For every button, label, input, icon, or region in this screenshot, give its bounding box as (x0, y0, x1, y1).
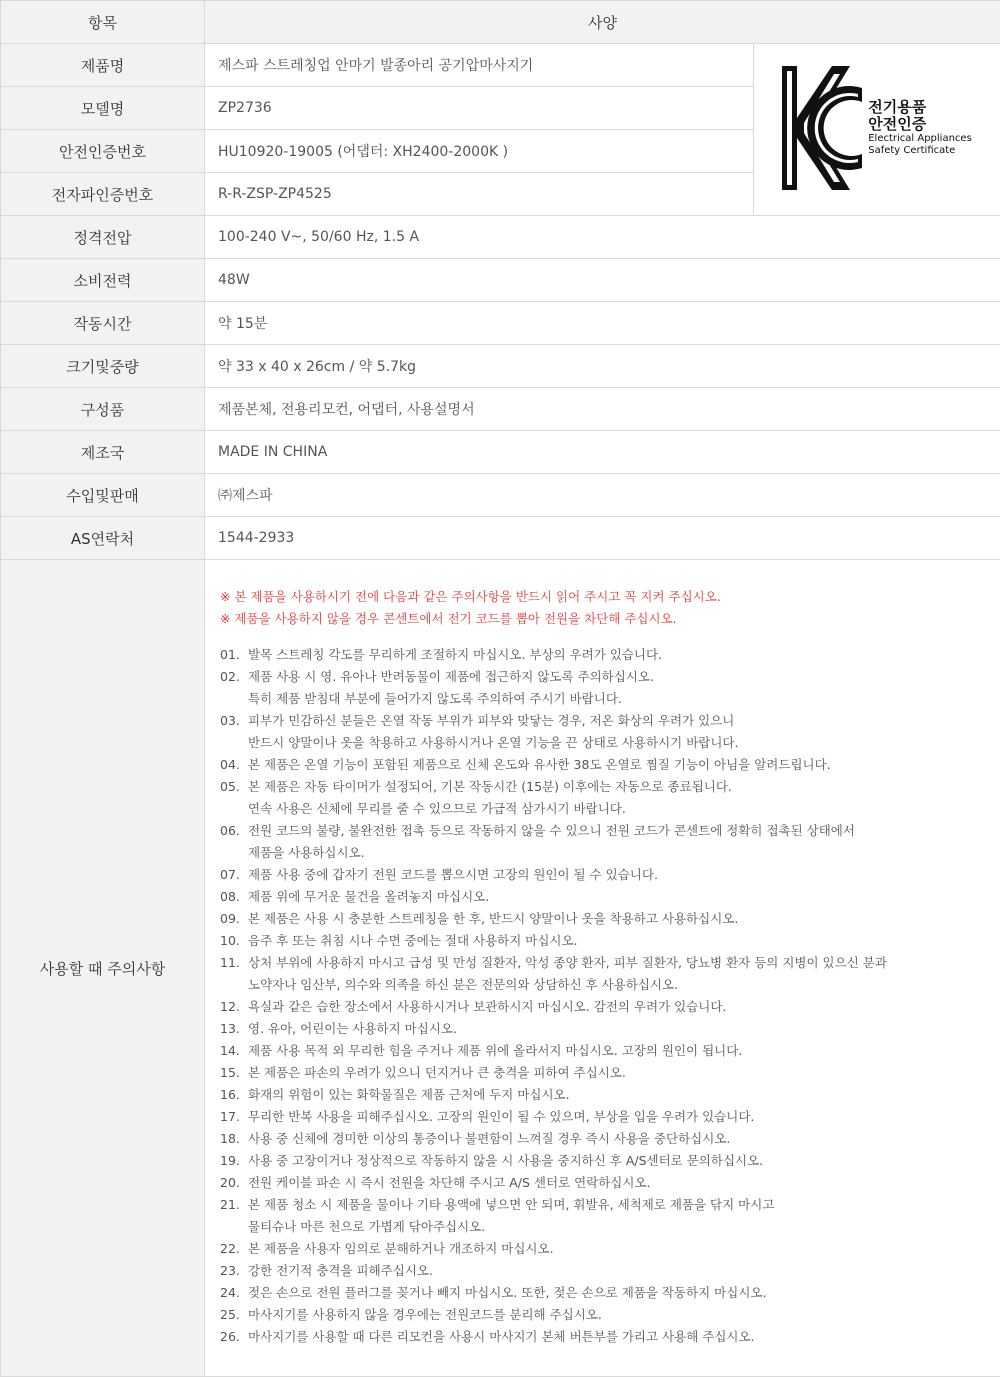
caution-item-line: 음주 후 또는 취침 시나 수면 중에는 절대 사용하지 마십시오. (248, 930, 1000, 952)
caution-item-number: 26. (220, 1326, 248, 1348)
caution-item (220, 1040, 1000, 1062)
caution-item-text (248, 1084, 1000, 1106)
row-value: 1544-2933 (205, 517, 1000, 560)
caution-item-number: 04. (220, 754, 248, 776)
caution-item (220, 1326, 1000, 1348)
caution-item-text (248, 908, 1000, 930)
caution-item (220, 1084, 1000, 1106)
caution-item-line: 노약자나 임산부, 의수와 의족을 하신 분은 전문의와 상담하신 후 사용하십시오. (248, 974, 1000, 996)
caution-item (220, 1304, 1000, 1326)
caution-item-line: 전원 코드의 불량, 불완전한 접촉 등으로 작동하지 않을 수 있으니 전원 코드가 콘센트에 정확히 접촉된 상태에서 (248, 820, 1000, 842)
caution-item-line: 강한 전기적 충격을 피해주십시오. (248, 1260, 1000, 1282)
caution-item (220, 754, 1000, 776)
row-label: 작동시간 (1, 302, 205, 345)
row-label: 구성품 (1, 388, 205, 431)
caution-item-number: 23. (220, 1260, 248, 1282)
caution-item-line: 제품 사용 중에 갑자기 전원 코드를 뽑으시면 고장의 원인이 될 수 있습니다. (248, 864, 1000, 886)
caution-item-text (248, 1260, 1000, 1282)
caution-item-line: 제품을 사용하십시오. (248, 842, 1000, 864)
caution-item-line: 사용 중 고장이거나 정상적으로 작동하지 않을 시 사용을 중지하신 후 A/S센터로 문의하십시오. (248, 1150, 1000, 1172)
row-label: 안전인증번호 (1, 130, 205, 173)
caution-item (220, 864, 1000, 886)
header-spec: 사양 (205, 1, 1000, 44)
caution-item-line: 연속 사용은 신체에 무리를 줄 수 있으므로 가급적 삼가시기 바랍니다. (248, 798, 1000, 820)
caution-item (220, 1172, 1000, 1194)
caution-item-line: 본 제품은 온열 기능이 포함된 제품으로 신체 온도와 유사한 38도 온열로 찜질 기능이 아님을 알려드립니다. (248, 754, 1000, 776)
caution-item-number: 22. (220, 1238, 248, 1260)
caution-item-number: 18. (220, 1128, 248, 1150)
row-label: 전자파인증번호 (1, 173, 205, 216)
caution-item-line: 무리한 반복 사용을 피해주십시오. 고장의 원인이 될 수 있으며, 부상을 입을 우려가 있습니다. (248, 1106, 1000, 1128)
caution-item-number: 25. (220, 1304, 248, 1326)
row-value: 약 15분 (205, 302, 1000, 345)
caution-item-number: 08. (220, 886, 248, 908)
caution-item-number: 13. (220, 1018, 248, 1040)
table-row (1, 388, 1000, 431)
row-value: ZP2736 (205, 87, 754, 130)
row-value: MADE IN CHINA (205, 431, 1000, 474)
caution-item (220, 886, 1000, 908)
caution-item (220, 930, 1000, 952)
caution-item-number: 09. (220, 908, 248, 930)
caution-item-line: 본 제품은 파손의 우려가 있으니 던지거나 큰 충격을 피하여 주십시오. (248, 1062, 1000, 1084)
row-value: HU10920-19005 (어댑터: XH2400-2000K ) (205, 130, 754, 173)
caution-item-line: 욕실과 같은 습한 장소에서 사용하시거나 보관하시지 마십시오. 감전의 우려가 있습니다. (248, 996, 1000, 1018)
table-row (1, 431, 1000, 474)
caution-item (220, 908, 1000, 930)
caution-item-line: 물티슈나 마른 천으로 가볍게 닦아주십시오. (248, 1216, 1000, 1238)
kc-title-line1: 전기용품 (868, 99, 972, 116)
caution-item (220, 1018, 1000, 1040)
table-row (1, 474, 1000, 517)
caution-item-text (248, 930, 1000, 952)
caution-row (1, 560, 1000, 1377)
caution-item-line: 마사지기를 사용하지 않을 경우에는 전원코드를 분리해 주십시오. (248, 1304, 1000, 1326)
row-value: 100-240 V~, 50/60 Hz, 1.5 A (205, 216, 1000, 259)
caution-item (220, 1062, 1000, 1084)
caution-item-text (248, 666, 1000, 710)
row-label: 소비전력 (1, 259, 205, 302)
row-value: ㈜제스파 (205, 474, 1000, 517)
caution-item-line: 특히 제품 받침대 부분에 들어가지 않도록 주의하여 주시기 바랍니다. (248, 688, 1000, 710)
caution-item-line: 화재의 위험이 있는 화학물질은 제품 근처에 두지 마십시오. (248, 1084, 1000, 1106)
caution-item-text (248, 1326, 1000, 1348)
caution-item-text (248, 864, 1000, 886)
caution-item-number: 14. (220, 1040, 248, 1062)
caution-item-line: 본 제품은 사용 시 충분한 스트레칭을 한 후, 반드시 양말이나 옷을 착용하고 사용하십시오. (248, 908, 1000, 930)
row-label: AS연락처 (1, 517, 205, 560)
kc-en-line1: Electrical Appliances (868, 133, 972, 145)
caution-item-line: 본 제품 청소 시 제품을 물이나 기타 용액에 넣으면 안 되며, 휘발유, 세척제로 제품을 닦지 마시고 (248, 1194, 1000, 1216)
caution-item-text (248, 1172, 1000, 1194)
caution-item-number: 01. (220, 644, 248, 666)
table-row (1, 216, 1000, 259)
caution-item-number: 05. (220, 776, 248, 820)
caution-item-text (248, 996, 1000, 1018)
caution-item-text (248, 952, 1000, 996)
caution-item-line: 제품 사용 시 영. 유아나 반려동물이 제품에 접근하지 않도록 주의하십시오. (248, 666, 1000, 688)
caution-item (220, 1128, 1000, 1150)
caution-item-number: 06. (220, 820, 248, 864)
caution-item (220, 1260, 1000, 1282)
caution-item-text (248, 1282, 1000, 1304)
caution-content (205, 560, 1000, 1377)
row-label: 제조국 (1, 431, 205, 474)
caution-item-line: 피부가 민감하신 분들은 온열 작동 부위가 피부와 맞닿는 경우, 저온 화상의 우려가 있으니 (248, 710, 1000, 732)
caution-item-line: 사용 중 신체에 경미한 이상의 통증이나 불편함이 느껴질 경우 즉시 사용을 중단하십시오. (248, 1128, 1000, 1150)
caution-item-number: 10. (220, 930, 248, 952)
caution-item-number: 15. (220, 1062, 248, 1084)
caution-item-line: 반드시 양말이나 옷을 착용하고 사용하시거나 온열 기능을 끈 상태로 사용하시기 바랍니다. (248, 732, 1000, 754)
caution-item-text (248, 1304, 1000, 1326)
caution-item (220, 996, 1000, 1018)
kc-text (868, 99, 972, 157)
caution-item (220, 820, 1000, 864)
caution-item-line: 제품 사용 목적 외 무리한 힘을 주거나 제품 위에 올라서지 마십시오. 고장의 원인이 됩니다. (248, 1040, 1000, 1062)
caution-item-text (248, 776, 1000, 820)
caution-item-number: 02. (220, 666, 248, 710)
caution-item (220, 1282, 1000, 1304)
caution-item-text (248, 1150, 1000, 1172)
caution-item (220, 1106, 1000, 1128)
caution-item-text (248, 754, 1000, 776)
caution-warning: ※ 제품을 사용하지 않을 경우 콘센트에서 전기 코드를 뽑아 전원을 차단해 주십시오. (220, 608, 1000, 630)
kc-title-line2: 안전인증 (868, 116, 972, 133)
caution-item-text (248, 1106, 1000, 1128)
caution-item-text (248, 886, 1000, 908)
caution-item-text (248, 1062, 1000, 1084)
caution-item-text (248, 710, 1000, 754)
caution-item-number: 21. (220, 1194, 248, 1238)
caution-item-line: 본 제품을 사용자 임의로 분해하거나 개조하지 마십시오. (248, 1238, 1000, 1260)
caution-item (220, 952, 1000, 996)
caution-item-number: 19. (220, 1150, 248, 1172)
table-row (1, 259, 1000, 302)
caution-item-text (248, 1040, 1000, 1062)
caution-item-number: 24. (220, 1282, 248, 1304)
table-row (1, 302, 1000, 345)
caution-item (220, 644, 1000, 666)
caution-item-text (248, 820, 1000, 864)
caution-item-line: 젖은 손으로 전원 플러그를 꽂거나 빼지 마십시오. 또한, 젖은 손으로 제품을 작동하지 마십시오. (248, 1282, 1000, 1304)
row-value: 48W (205, 259, 1000, 302)
caution-item (220, 1194, 1000, 1238)
kc-mark (782, 66, 972, 190)
caution-item-number: 12. (220, 996, 248, 1018)
row-value: 제품본체, 전용리모컨, 어댑터, 사용설명서 (205, 388, 1000, 431)
caution-item-text (248, 1194, 1000, 1238)
caution-item-text (248, 1018, 1000, 1040)
kc-logo-icon (782, 66, 862, 190)
row-label: 수입및판매 (1, 474, 205, 517)
row-label: 크기및중량 (1, 345, 205, 388)
kc-en-line2: Safety Certificate (868, 145, 972, 157)
caution-item-number: 16. (220, 1084, 248, 1106)
row-value: 약 33 x 40 x 26cm / 약 5.7kg (205, 345, 1000, 388)
caution-label: 사용할 때 주의사항 (1, 560, 205, 1377)
row-label: 모델명 (1, 87, 205, 130)
row-value: R-R-ZSP-ZP4525 (205, 173, 754, 216)
caution-item (220, 1150, 1000, 1172)
kc-certification-cell (754, 44, 1000, 216)
caution-item-number: 20. (220, 1172, 248, 1194)
caution-item-line: 본 제품은 자동 타이머가 설정되어, 기본 작동시간 (15분) 이후에는 자동으로 종료됩니다. (248, 776, 1000, 798)
caution-item (220, 710, 1000, 754)
caution-item-line: 발목 스트레칭 각도를 무리하게 조절하지 마십시오. 부상의 우려가 있습니다. (248, 644, 1000, 666)
row-label: 정격전압 (1, 216, 205, 259)
caution-item-text (248, 644, 1000, 666)
caution-item-line: 전원 케이블 파손 시 즉시 전원을 차단해 주시고 A/S 센터로 연락하십시오. (248, 1172, 1000, 1194)
caution-item-number: 03. (220, 710, 248, 754)
caution-list (220, 644, 1000, 1348)
caution-item-line: 영. 유아, 어린이는 사용하지 마십시오. (248, 1018, 1000, 1040)
header-item: 항목 (1, 1, 205, 44)
caution-item-line: 마사지기를 사용할 때 다른 리모컨을 사용시 마사지기 본체 버튼부를 가리고 사용해 주십시오. (248, 1326, 1000, 1348)
row-label: 제품명 (1, 44, 205, 87)
caution-item-line: 상처 부위에 사용하지 마시고 급성 및 만성 질환자, 악성 종양 환자, 피부 질환자, 당뇨병 환자 등의 지병이 있으신 분과 (248, 952, 1000, 974)
table-row (1, 44, 1000, 87)
table-row (1, 345, 1000, 388)
caution-item (220, 1238, 1000, 1260)
caution-warning: ※ 본 제품을 사용하시기 전에 다음과 같은 주의사항을 반드시 읽어 주시고 꼭 지켜 주십시오. (220, 586, 1000, 608)
caution-item-line: 제품 위에 무거운 물건을 올려놓지 마십시오. (248, 886, 1000, 908)
caution-item-number: 11. (220, 952, 248, 996)
caution-item-number: 07. (220, 864, 248, 886)
table-row (1, 517, 1000, 560)
caution-item-text (248, 1238, 1000, 1260)
caution-item-number: 17. (220, 1106, 248, 1128)
caution-item (220, 666, 1000, 710)
caution-item (220, 776, 1000, 820)
row-value: 제스파 스트레칭업 안마기 발종아리 공기압마사지기 (205, 44, 754, 87)
caution-item-text (248, 1128, 1000, 1150)
